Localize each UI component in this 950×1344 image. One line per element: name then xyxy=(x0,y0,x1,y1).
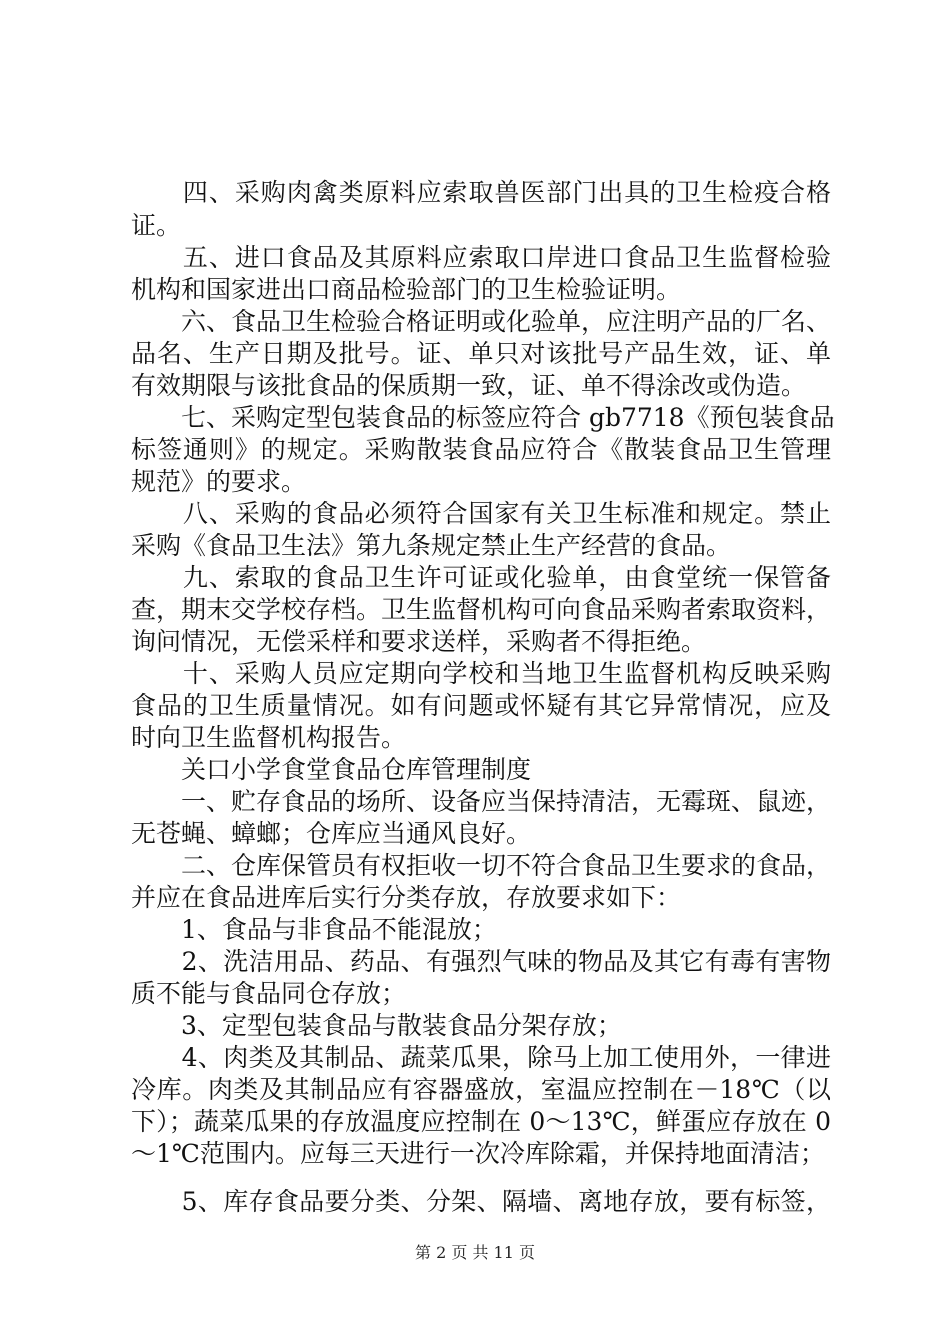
text-line: 四、采购肉禽类原料应索取兽医部门出具的卫生检疫合格 xyxy=(131,178,831,207)
text-line: 询问情况，无偿采样和要求送样，采购者不得拒绝。 xyxy=(131,627,707,656)
text-line: 品名、生产日期及批号。证、单只对该批号产品生效，证、单 xyxy=(131,339,831,368)
text-line: 2、洗洁用品、药品、有强烈气味的物品及其它有毒有害物 xyxy=(131,947,831,976)
text-line: 冷库。肉类及其制品应有容器盛放，室温应控制在－18℃（以 xyxy=(131,1075,831,1104)
page-footer: 第 2 页 共 11 页 xyxy=(415,1243,535,1262)
text-line: 下）；蔬菜瓜果的存放温度应控制在 0～13℃，鲜蛋应存放在 0 xyxy=(131,1107,831,1136)
text-line: 规范》的要求。 xyxy=(131,467,307,496)
text-line: 证。 xyxy=(131,211,182,240)
text-line: 无苍蝇、蟑螂；仓库应当通风良好。 xyxy=(131,819,532,848)
text-line: 九、索取的食品卫生许可证或化验单，由食堂统一保管备 xyxy=(131,563,831,592)
text-line: 十、采购人员应定期向学校和当地卫生监督机构反映采购 xyxy=(131,659,831,688)
text-line: 并应在食品进库后实行分类存放，存放要求如下： xyxy=(131,883,682,912)
text-line: 时向卫生监督机构报告。 xyxy=(131,723,407,752)
text-line: 五、进口食品及其原料应索取口岸进口食品卫生监督检验 xyxy=(131,243,831,272)
text-line: 六、食品卫生检验合格证明或化验单，应注明产品的厂名、 xyxy=(131,307,832,336)
text-line: 标签通则》的规定。采购散装食品应符合《散装食品卫生管理 xyxy=(131,435,831,464)
text-line: 一、贮存食品的场所、设备应当保持清洁，无霉斑、鼠迹， xyxy=(131,787,832,816)
text-line: 有效期限与该批食品的保质期一致，证、单不得涂改或伪造。 xyxy=(131,371,807,400)
text-line: 查，期末交学校存档。卫生监督机构可向食品采购者索取资料， xyxy=(131,595,832,624)
text-line: 机构和国家进出口商品检验部门的卫生检验证明。 xyxy=(131,275,682,304)
text-line: 1、食品与非食品不能混放； xyxy=(131,915,497,944)
text-line: 3、定型包装食品与散装食品分架存放； xyxy=(131,1011,622,1040)
section-heading: 关口小学食堂食品仓库管理制度 xyxy=(131,755,532,784)
text-line: 七、采购定型包装食品的标签应符合 gb7718《预包装食品 xyxy=(131,403,835,432)
text-line: 食品的卫生质量情况。如有问题或怀疑有其它异常情况，应及 xyxy=(131,691,831,720)
text-line: 质不能与食品同仓存放； xyxy=(131,979,407,1008)
text-line: 5、库存食品要分类、分架、隔墙、离地存放，要有标签， xyxy=(131,1187,831,1216)
text-line: ～1℃范围内。应每三天进行一次冷库除霜，并保持地面清洁； xyxy=(131,1139,825,1168)
text-line: 八、采购的食品必须符合国家有关卫生标准和规定。禁止 xyxy=(131,499,831,528)
text-line: 二、仓库保管员有权拒收一切不符合食品卫生要求的食品， xyxy=(131,851,832,880)
text-line: 采购《食品卫生法》第九条规定禁止生产经营的食品。 xyxy=(131,531,732,560)
text-line: 4、肉类及其制品、蔬菜瓜果，除马上加工使用外，一律进 xyxy=(131,1043,831,1072)
